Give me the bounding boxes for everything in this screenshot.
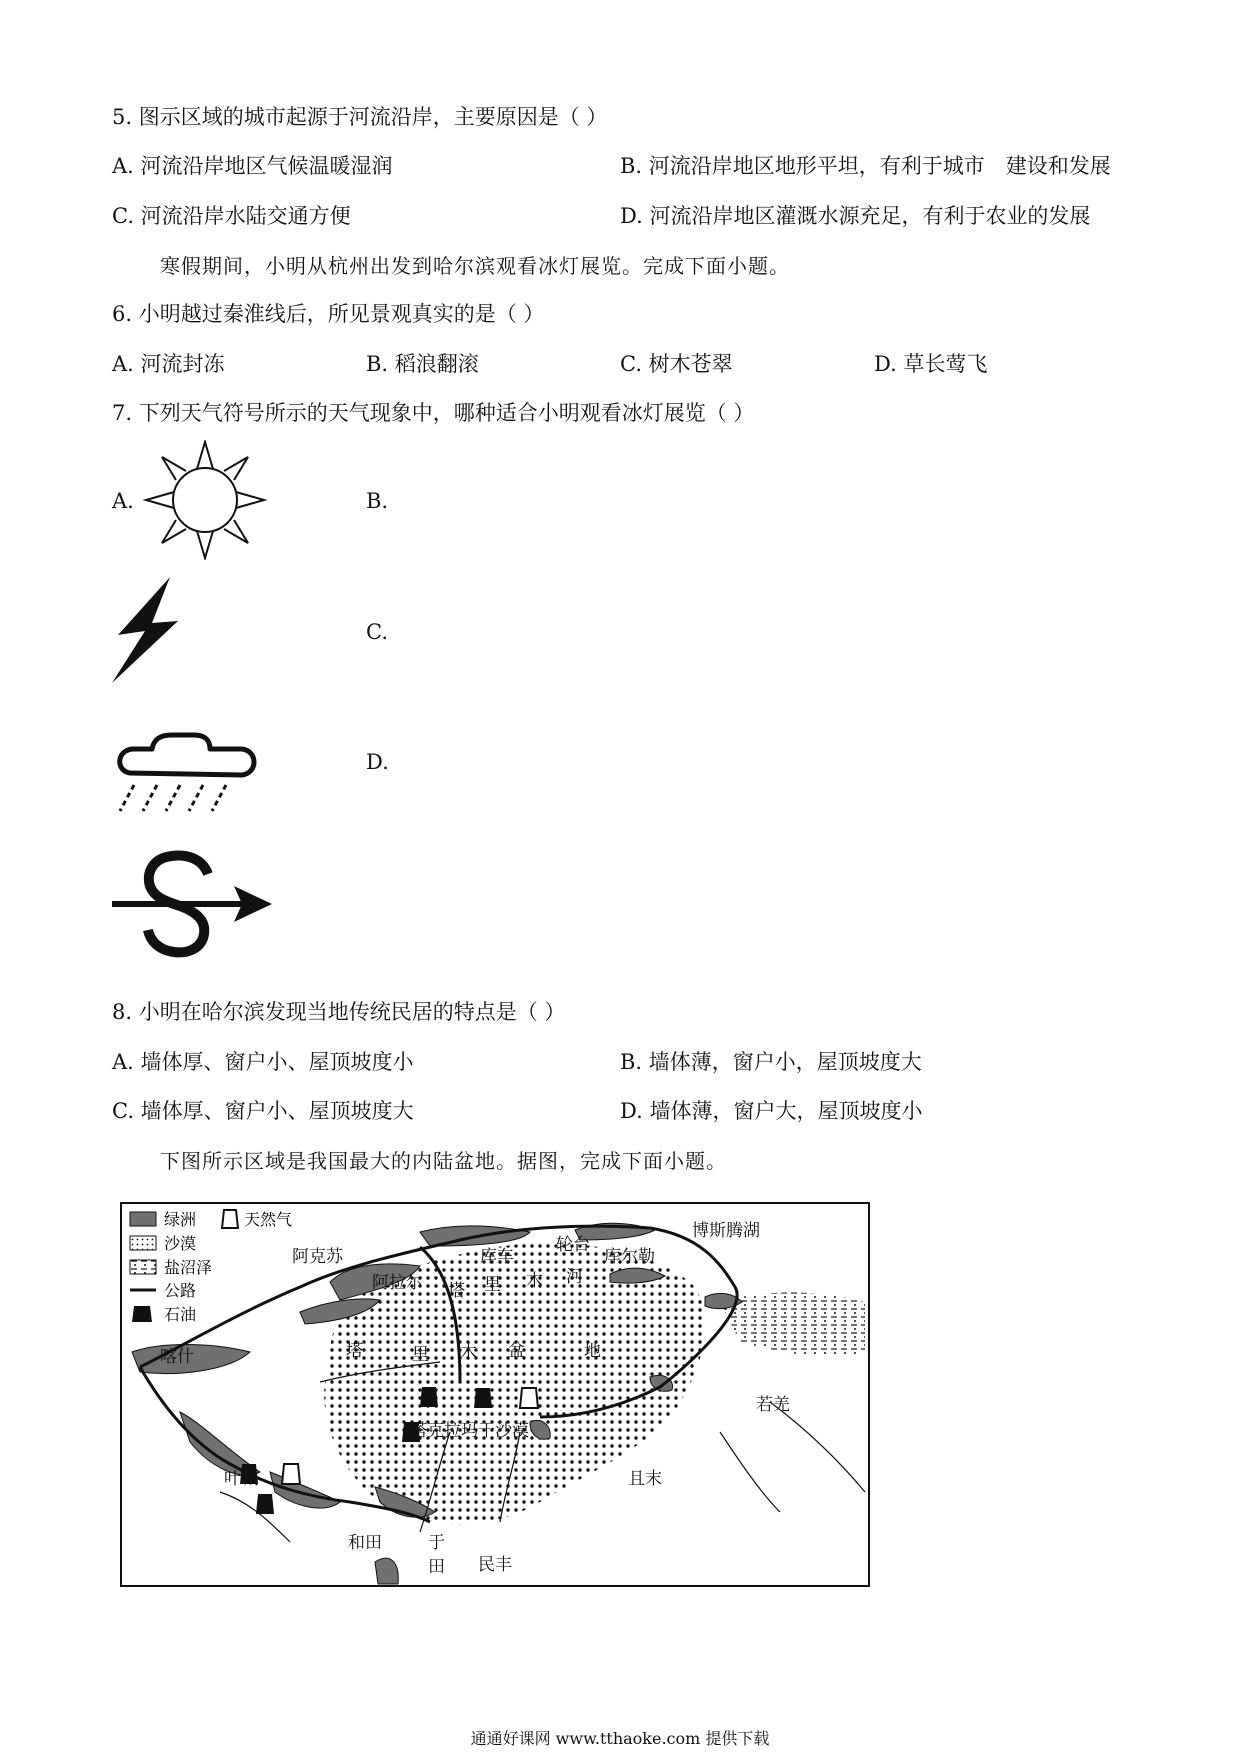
label-river-char-3: 木 (526, 1271, 543, 1291)
q8-stem: 8. 小明在哈尔滨发现当地传统民居的特点是（ ） (112, 1000, 566, 1024)
label-qiemo: 且末 (628, 1469, 662, 1489)
label-hotan: 和田 (348, 1533, 382, 1553)
label-minfeng: 民丰 (478, 1555, 512, 1575)
legend-oil: 石油 (164, 1305, 197, 1324)
q5-option-b[interactable]: B. 河流沿岸地区地形平坦，有利于城市 建设和发展 (620, 154, 1111, 178)
q6-option-c[interactable]: C. 树木苍翠 (620, 352, 733, 376)
label-yecheng: 叶城 (224, 1469, 258, 1489)
label-basin-char-5: 地 (584, 1341, 601, 1361)
page-footer: 通通好课网 www.tthaoke.com 提供下载 (470, 1729, 770, 1748)
label-kashgar: 喀什 (160, 1347, 194, 1367)
q8-option-c[interactable]: C. 墙体厚、窗户小、屋顶坡度大 (112, 1099, 414, 1123)
legend-oasis: 绿洲 (164, 1210, 197, 1229)
label-river-char-2: 里 (484, 1275, 501, 1295)
label-bosten-lake: 博斯腾湖 (692, 1221, 760, 1241)
tarim-basin-map (120, 1202, 870, 1587)
label-aksu: 阿克苏 (292, 1247, 343, 1267)
q7-option-c-label[interactable]: C. (366, 620, 388, 644)
q6-option-a[interactable]: A. 河流封冻 (112, 352, 225, 376)
q8-option-a[interactable]: A. 墙体厚、窗户小、屋顶坡度小 (112, 1050, 414, 1074)
label-basin-char-3: 木 (460, 1343, 477, 1363)
label-basin-char-1: 塔 (346, 1341, 363, 1361)
q6-stem: 6. 小明越过秦淮线后，所见景观真实的是（ ） (112, 302, 545, 326)
q7-stem: 7. 下列天气符号所示的天气现象中，哪种适合小明观看冰灯展览（ ） (112, 401, 755, 425)
label-river-char-1: 塔 (448, 1281, 465, 1301)
label-kuqa: 库车 (480, 1247, 514, 1267)
q7-option-a-label[interactable]: A. (112, 489, 134, 513)
q6-option-b[interactable]: B. 稻浪翻滚 (366, 352, 479, 376)
label-taklimakan-desert: 塔克拉玛干沙漠 (410, 1421, 529, 1441)
sun-icon (140, 440, 270, 560)
label-river-char-4: 河 (566, 1267, 583, 1287)
label-ruoqiang: 若羌 (756, 1395, 790, 1415)
lightning-icon (110, 575, 185, 685)
rain-cloud-icon (112, 705, 262, 815)
label-yutian-2: 田 (428, 1557, 445, 1577)
q5-option-c[interactable]: C. 河流沿岸水陆交通方便 (112, 204, 351, 228)
legend-gas: 天然气 (244, 1210, 293, 1229)
q5-option-a[interactable]: A. 河流沿岸地区气候温暖湿润 (112, 154, 393, 178)
label-alar: 阿拉尔 (372, 1273, 423, 1293)
q7-option-d-label[interactable]: D. (366, 750, 389, 774)
sandstorm-icon (110, 850, 275, 960)
legend-desert: 沙漠 (164, 1234, 197, 1253)
legend-salt-marsh: 盐沼泽 (164, 1258, 213, 1277)
label-luntai: 轮台 (556, 1235, 590, 1255)
label-basin-char-4: 盆 (508, 1341, 525, 1361)
label-basin-char-2: 里 (412, 1345, 429, 1365)
q8-option-b[interactable]: B. 墙体薄，窗户小，屋顶坡度大 (620, 1050, 922, 1074)
q7-option-b-label[interactable]: B. (366, 489, 389, 513)
q5-stem: 5. 图示区域的城市起源于河流沿岸，主要原因是（ ） (112, 105, 608, 129)
label-yutian-1: 于 (428, 1533, 445, 1553)
label-korla: 库尔勒 (604, 1247, 655, 1267)
q5-option-d[interactable]: D. 河流沿岸地区灌溉水源充足，有利于农业的发展 (620, 204, 1091, 228)
q8-option-d[interactable]: D. 墙体薄，窗户大，屋顶坡度小 (620, 1099, 923, 1123)
q6-option-d[interactable]: D. 草长莺飞 (874, 352, 988, 376)
intro-paragraph-1: 寒假期间，小明从杭州出发到哈尔滨观看冰灯展览。完成下面小题。 (160, 254, 790, 278)
legend-road: 公路 (164, 1281, 197, 1300)
intro-paragraph-2: 下图所示区域是我国最大的内陆盆地。据图，完成下面小题。 (160, 1149, 727, 1173)
